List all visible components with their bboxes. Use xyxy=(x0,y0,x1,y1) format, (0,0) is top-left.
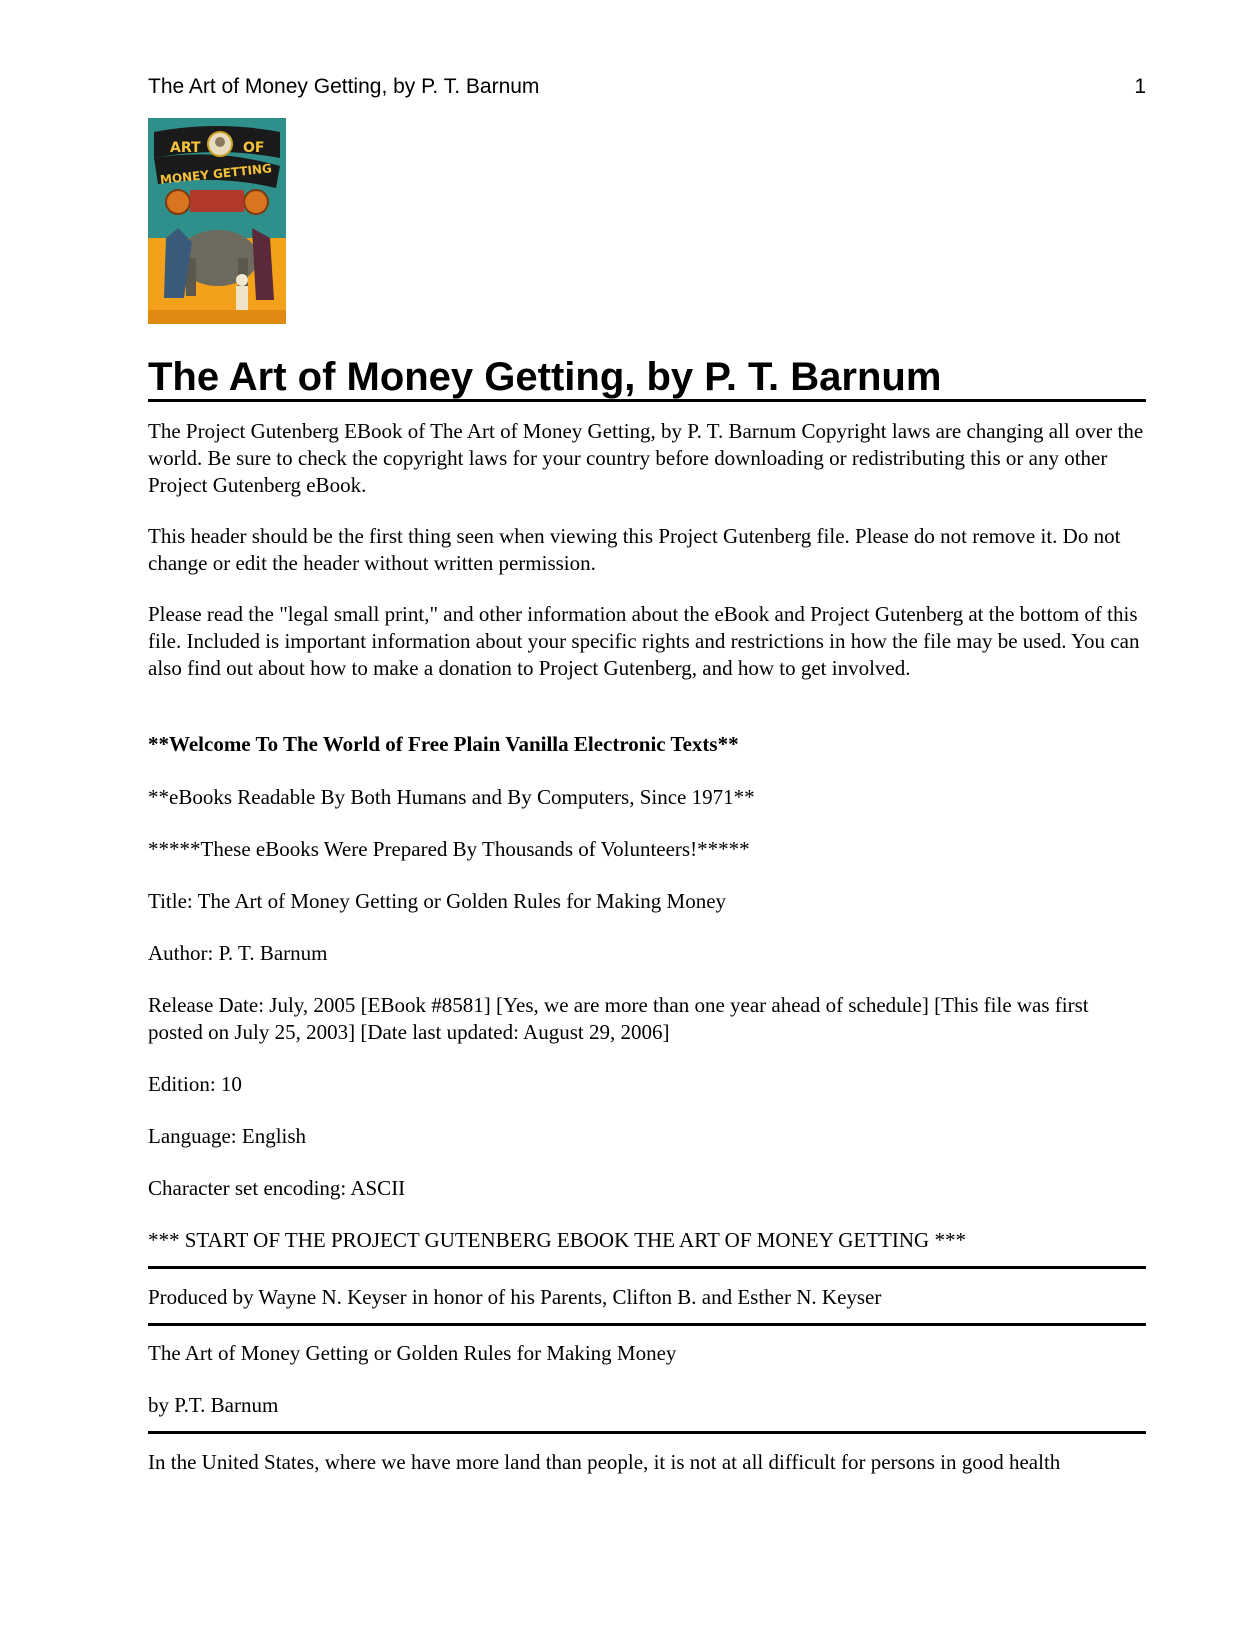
byline: by P.T. Barnum xyxy=(148,1393,279,1417)
produced-by-line: Produced by Wayne N. Keyser in honor of his Parents, Clifton B. and Esther N. Keyser xyxy=(148,1285,882,1309)
body-text-start: In the United States, where we have more land than people, it is not at all difficult for persons in good health xyxy=(148,1450,1061,1474)
cover-label-money: MONEY GETTING xyxy=(159,161,273,187)
document-page xyxy=(148,70,1146,1474)
charset-field: Character set encoding: ASCII xyxy=(148,1176,406,1200)
cover-label-art: ART xyxy=(170,140,201,156)
title-divider xyxy=(148,399,1146,402)
start-marker-line: *** START OF THE PROJECT GUTENBERG EBOOK THE ART OF MONEY GETTING *** xyxy=(148,1228,966,1252)
page-number: 1 xyxy=(1134,75,1146,98)
cover-label-of: OF xyxy=(243,140,265,156)
book-title-line: The Art of Money Getting or Golden Rules for Making Money xyxy=(148,1341,677,1365)
welcome-line: **Welcome To The World of Free Plain Vanilla Electronic Texts** xyxy=(148,732,739,756)
divider-1 xyxy=(148,1266,1146,1269)
header-notice-paragraph: This header should be the first thing seen when viewing this Project Gutenberg file. Please do not remove it. Do not change or edit the header without written permission. xyxy=(148,524,1121,575)
copyright-paragraph: The Project Gutenberg EBook of The Art of Money Getting, by P. T. Barnum Copyright laws are changing all over the world. Be sure to check the copyright laws for your country before downloading or redistributing this or any other Project Gutenberg eBook. xyxy=(148,419,1144,497)
language-field: Language: English xyxy=(148,1124,307,1148)
running-header xyxy=(148,70,1146,100)
running-title: The Art of Money Getting, by P. T. Barnum xyxy=(148,75,540,98)
cover-image xyxy=(148,118,286,324)
divider-2 xyxy=(148,1323,1146,1326)
title-field: Title: The Art of Money Getting or Golden Rules for Making Money xyxy=(148,889,727,913)
edition-field: Edition: 10 xyxy=(148,1072,242,1096)
author-field: Author: P. T. Barnum xyxy=(148,941,328,965)
legal-notice-paragraph: Please read the "legal small print," and other information about the eBook and Project Gutenberg at the bottom of this file. Included is important information about your specific rights and restrictions in how the file may be used. You can also find out about how to make a donation to Project Gutenberg, and how to get involved. xyxy=(148,602,1140,680)
page-title: The Art of Money Getting, by P. T. Barnum xyxy=(148,355,942,399)
readable-line: **eBooks Readable By Both Humans and By Computers, Since 1971** xyxy=(148,785,755,809)
volunteers-line: *****These eBooks Were Prepared By Thousands of Volunteers!***** xyxy=(148,837,750,861)
divider-3 xyxy=(148,1431,1146,1434)
release-date-field: Release Date: July, 2005 [EBook #8581] [Yes, we are more than one year ahead of schedule] [This file was first posted on July 25, 2003] [Date last updated: August 29, 2006] xyxy=(148,993,1089,1044)
